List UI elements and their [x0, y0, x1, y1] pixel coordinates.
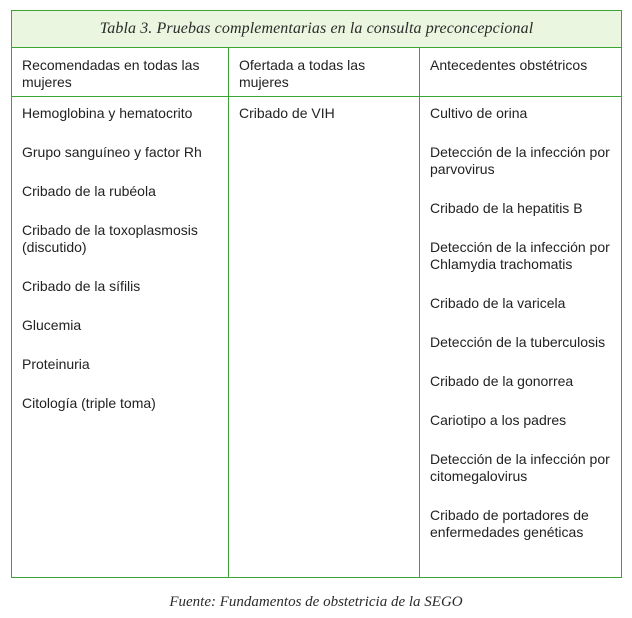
table-cell: Cariotipo a los padres [430, 412, 567, 428]
table-cell: Cribado de la rubéola [22, 183, 156, 199]
table-cell: Cribado de portadores de enfermedades genéticas [430, 507, 589, 540]
column-divider [228, 48, 229, 577]
table-cell: Detección de la infección por Chlamydia trachomatis [430, 239, 610, 272]
table-cell: Proteinuria [22, 356, 90, 372]
column-header-offered: Ofertada a todas las mujeres [239, 57, 366, 90]
table-title-bar [12, 11, 621, 48]
table-cell: Cribado de la varicela [430, 295, 566, 311]
column-header-obstetric-history: Antecedentes obstétricos [430, 57, 588, 73]
table-source-caption: Fuente: Fundamentos de obstetricia de la SEGO [169, 594, 463, 610]
table-cell: Cultivo de orina [430, 105, 528, 121]
column-header-recommended: Recomendadas en todas las mujeres [22, 57, 200, 90]
table-cell: Detección de la infección por citomegalovirus [430, 451, 610, 484]
column-obstetric-history-items [430, 105, 616, 563]
table-cell: Hemoglobina y hematocrito [22, 105, 193, 121]
complementary-tests-table [11, 10, 622, 578]
table-cell: Glucemia [22, 317, 82, 333]
table-cell: Detección de la infección por parvovirus [430, 144, 610, 177]
table-cell: Cribado de la toxoplasmosis (discutido) [22, 222, 198, 255]
table-cell: Cribado de la hepatitis B [430, 200, 583, 216]
table-cell: Cribado de VIH [239, 105, 335, 121]
column-divider [419, 48, 420, 577]
table-cell: Detección de la tuberculosis [430, 334, 606, 350]
table-cell: Grupo sanguíneo y factor Rh [22, 144, 202, 160]
table-cell: Cribado de la gonorrea [430, 373, 574, 389]
table-cell: Citología (triple toma) [22, 395, 156, 411]
table-title: Tabla 3. Pruebas complementarias en la consulta preconcepcional [99, 20, 534, 37]
column-recommended-items [22, 105, 222, 434]
column-offered-items [239, 105, 409, 144]
table-cell: Cribado de la sífilis [22, 278, 141, 294]
